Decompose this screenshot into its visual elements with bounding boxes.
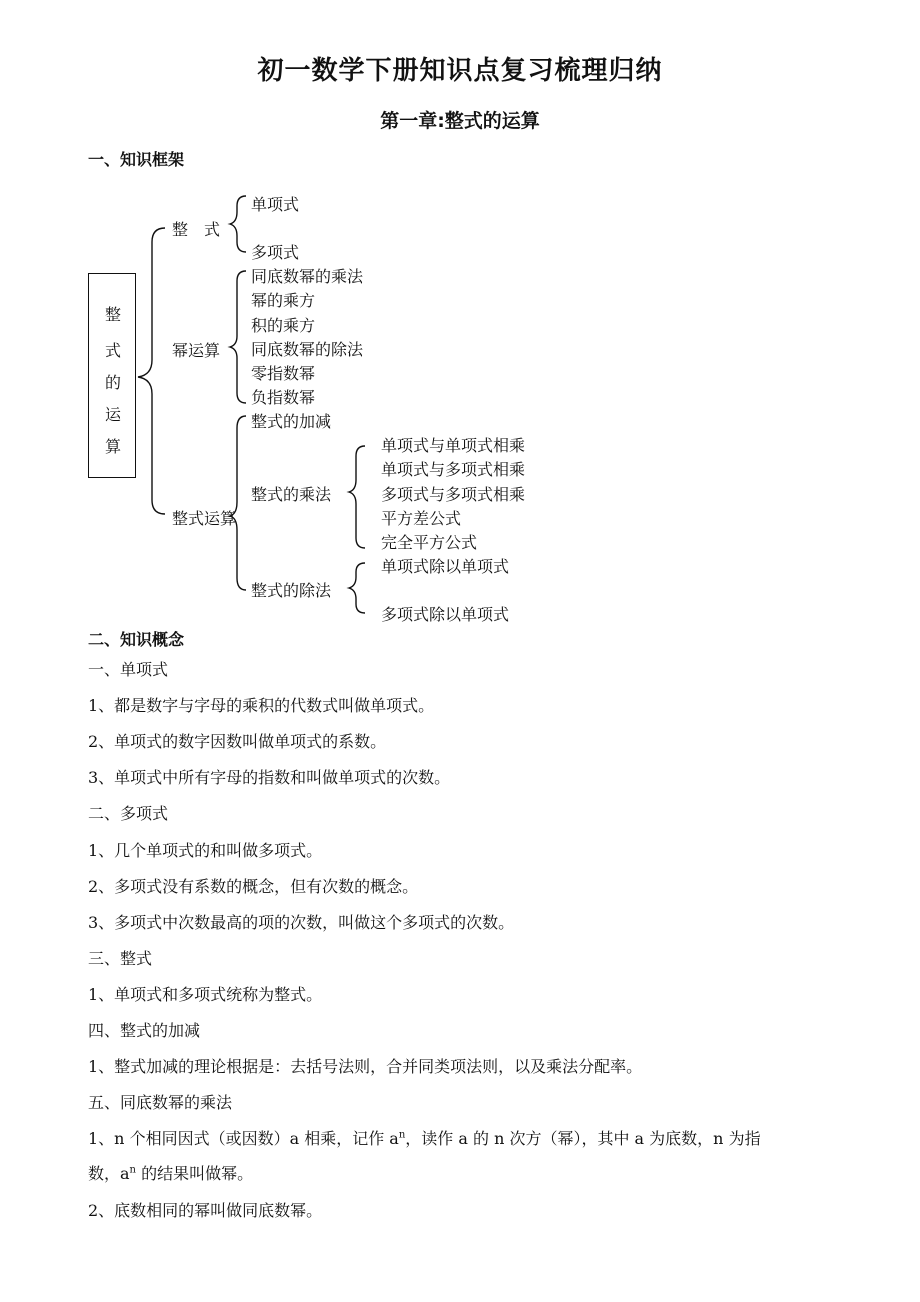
concept-item: 3、多项式中次数最高的项的次数，叫做这个多项式的次数。 — [88, 913, 515, 932]
branch-zhengshi: 整 式 — [172, 220, 221, 239]
leaf-item: 单项式除以单项式 — [381, 557, 510, 576]
root-char: 的 — [104, 373, 121, 392]
branch-yunsuan: 整式运算 — [172, 509, 237, 528]
brace-zhengshi — [230, 196, 246, 252]
framework-heading: 一、知识框架 — [88, 150, 185, 169]
leaf-item: 整式的加减 — [251, 412, 332, 431]
concept-item: 1、几个单项式的和叫做多项式。 — [88, 841, 323, 860]
brace-yunsuan — [230, 416, 246, 590]
concept-item: 3、单项式中所有字母的指数和叫做单项式的次数。 — [88, 768, 451, 787]
chapter-title: 第一章:整式的运算 — [380, 110, 540, 132]
text-segment: 数，a — [88, 1164, 130, 1183]
document-title: 初一数学下册知识点复习梳理归纳 — [257, 56, 663, 86]
leaf-item: 多项式除以单项式 — [381, 605, 510, 624]
leaf-item: 同底数幂的除法 — [251, 340, 364, 359]
superscript: n — [398, 1129, 406, 1141]
leaf-item: 完全平方公式 — [381, 533, 478, 552]
leaf-item: 多项式与多项式相乘 — [381, 485, 526, 504]
leaf-item: 平方差公式 — [381, 509, 462, 528]
superscript: n — [129, 1164, 136, 1176]
text-segment: 的结果叫做幂。 — [136, 1164, 254, 1183]
branch-mul: 整式的乘法 — [251, 485, 332, 504]
leaf-item: 零指数幂 — [251, 364, 316, 383]
concept-item: 2、底数相同的幂叫做同底数幂。 — [88, 1201, 323, 1220]
leaf-item: 单项式 — [251, 195, 300, 214]
root-char: 整 — [104, 305, 121, 324]
text-segment: ，读作 a 的 n 次方（幂），其中 a 为底数，n 为指 — [405, 1129, 761, 1148]
branch-mi: 幂运算 — [172, 341, 221, 360]
section-title: 五、同底数幂的乘法 — [88, 1093, 233, 1112]
leaf-item: 单项式与多项式相乘 — [381, 460, 526, 479]
leaf-item: 单项式与单项式相乘 — [381, 436, 526, 455]
brace-mi — [230, 271, 246, 403]
concept-item-continuation — [88, 1161, 253, 1184]
concept-item: 1、都是数字与字母的乘积的代数式叫做单项式。 — [88, 696, 435, 715]
leaf-item: 幂的乘方 — [251, 291, 316, 310]
root-box — [88, 273, 136, 478]
concept-item — [88, 1126, 761, 1149]
brace-div — [349, 563, 365, 613]
leaf-item: 积的乘方 — [251, 316, 316, 335]
leaf-item: 多项式 — [251, 243, 300, 262]
leaf-item: 同底数幂的乘法 — [251, 267, 364, 286]
root-char: 算 — [104, 437, 121, 456]
root-char: 式 — [104, 341, 121, 360]
concept-item: 1、整式加减的理论根据是：去括号法则，合并同类项法则，以及乘法分配率。 — [88, 1057, 643, 1076]
text-segment: 1、n 个相同因式（或因数）a 相乘，记作 a — [88, 1129, 399, 1148]
concept-item: 2、单项式的数字因数叫做单项式的系数。 — [88, 732, 387, 751]
brace-mul — [349, 446, 365, 548]
concept-item: 1、单项式和多项式统称为整式。 — [88, 985, 323, 1004]
section-title: 二、多项式 — [88, 804, 169, 823]
section-title: 三、整式 — [88, 949, 153, 968]
section-title: 一、单项式 — [88, 660, 169, 679]
concept-item: 2、多项式没有系数的概念，但有次数的概念。 — [88, 877, 419, 896]
brace-root — [138, 228, 165, 514]
root-char: 运 — [104, 405, 121, 424]
section-title: 四、整式的加减 — [88, 1021, 201, 1040]
concepts-heading: 二、知识概念 — [88, 630, 185, 649]
branch-div: 整式的除法 — [251, 581, 332, 600]
leaf-item: 负指数幂 — [251, 388, 316, 407]
